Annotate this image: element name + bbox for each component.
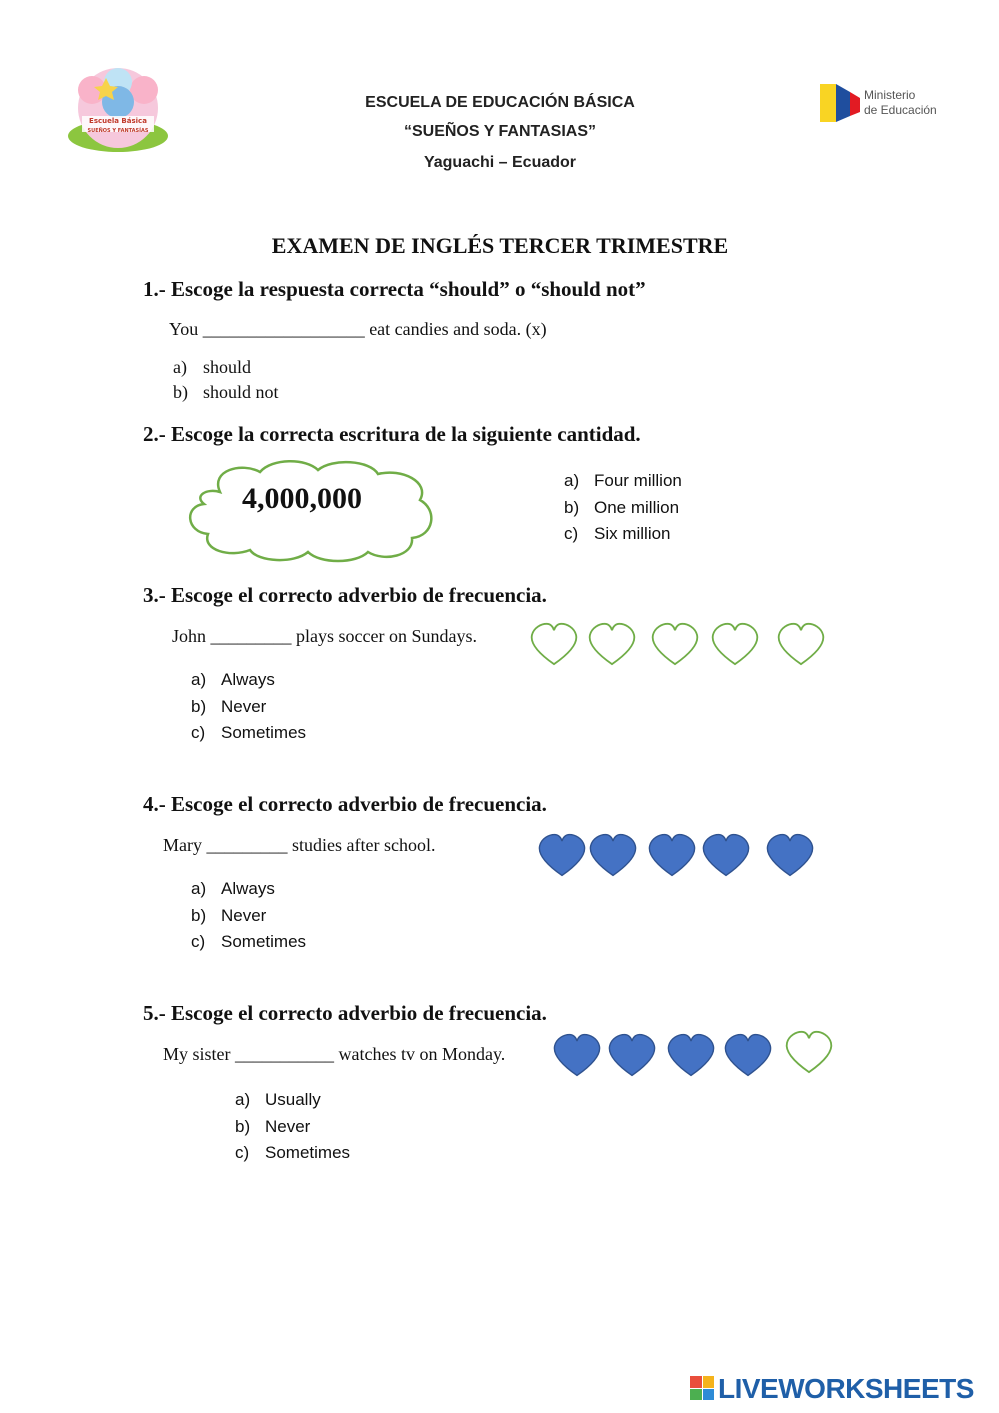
question-3-option-a[interactable] — [191, 670, 306, 697]
option-text: Six million — [594, 524, 671, 543]
question-5-title: 5.- Escoge el correcto adverbio de frecuencia. — [143, 1001, 547, 1025]
heart-filled-icon — [587, 830, 639, 880]
school-logo-subtitle: SUEÑOS Y FANTASÍAS — [87, 128, 149, 134]
question-1-option-a[interactable] — [173, 357, 279, 382]
question-4-sentence: Mary _________ studies after school. — [163, 835, 436, 855]
question-1-title: 1.- Escoge la respuesta correcta “should” o “should not” — [143, 277, 646, 301]
option-text: One million — [594, 497, 680, 517]
question-3-hearts — [0, 622, 999, 670]
heart-outline-icon — [647, 622, 703, 666]
option-letter: c) — [191, 932, 206, 951]
option-letter: b) — [191, 905, 207, 925]
question-1-option-b[interactable] — [173, 382, 279, 407]
option-letter: b) — [235, 1116, 251, 1136]
question-3-title: 3.- Escoge el correcto adverbio de frecuencia. — [143, 583, 547, 607]
question-2-options — [564, 471, 682, 551]
question-1-options — [173, 357, 279, 407]
heart-outline-icon — [773, 622, 829, 666]
option-text: Never — [221, 905, 267, 925]
option-letter: c) — [564, 524, 579, 543]
option-text: Always — [221, 879, 275, 898]
question-3-sentence: John _________ plays soccer on Sundays. — [172, 626, 477, 646]
question-5-options — [235, 1090, 350, 1170]
liveworksheets-badge-icon — [690, 1376, 714, 1400]
school-logo-name: Escuela Básica — [89, 117, 147, 125]
question-2-option-a[interactable] — [564, 471, 682, 498]
option-letter: b) — [173, 382, 188, 402]
ministry-line-1: Ministerio — [864, 88, 916, 102]
question-4-option-c[interactable] — [191, 932, 306, 959]
heart-outline-icon — [707, 622, 763, 666]
question-2-option-c[interactable] — [564, 524, 682, 551]
heart-filled-icon — [722, 1030, 774, 1080]
question-4-options — [191, 879, 306, 959]
question-5-option-a[interactable] — [235, 1090, 350, 1117]
option-text: Sometimes — [221, 723, 307, 742]
option-letter: c) — [191, 723, 206, 742]
liveworksheets-text: LIVEWORKSHEETS — [718, 1373, 974, 1404]
school-name-line-1: ESCUELA DE EDUCACIÓN BÁSICA — [365, 94, 635, 111]
option-letter: a) — [235, 1090, 251, 1109]
question-2-option-b[interactable] — [564, 498, 682, 525]
option-text: Usually — [265, 1090, 321, 1109]
heart-filled-icon — [646, 830, 698, 880]
question-4-title: 4.- Escoge el correcto adverbio de frecuencia. — [143, 792, 547, 816]
ministry-logo — [820, 82, 940, 126]
exam-title: EXAMEN DE INGLÉS TERCER TRIMESTRE — [271, 233, 729, 258]
heart-filled-icon — [606, 1030, 658, 1080]
option-text: Sometimes — [265, 1143, 351, 1162]
option-text: Never — [221, 696, 267, 716]
school-name-line-2: “SUEÑOS Y FANTASIAS” — [403, 123, 597, 140]
option-text: should — [203, 357, 252, 377]
option-letter: a) — [173, 357, 187, 377]
heart-filled-icon — [536, 830, 588, 880]
question-3-option-b[interactable] — [191, 697, 306, 724]
question-1-sentence: You __________________ eat candies and soda. (x) — [169, 319, 547, 339]
heart-filled-icon — [764, 830, 816, 880]
option-letter: a) — [564, 471, 580, 490]
option-text: Four million — [594, 471, 682, 490]
option-letter: c) — [235, 1143, 250, 1162]
school-location: Yaguachi – Ecuador — [423, 154, 577, 171]
heart-outline-icon — [526, 622, 582, 666]
question-3-options — [191, 670, 306, 750]
heart-filled-icon — [700, 830, 752, 880]
question-5-sentence: My sister ___________ watches tv on Monday. — [163, 1044, 506, 1064]
question-3-option-c[interactable] — [191, 723, 306, 750]
cloud-number: 4,000,000 — [242, 482, 362, 515]
ministry-line-2: de Educación — [864, 103, 937, 117]
question-5-option-b[interactable] — [235, 1117, 350, 1144]
heart-filled-icon — [665, 1030, 717, 1080]
option-letter: a) — [191, 670, 207, 689]
option-letter: b) — [191, 696, 207, 716]
liveworksheets-logo — [690, 1373, 990, 1405]
question-4-option-b[interactable] — [191, 906, 306, 933]
heart-outline-icon — [584, 622, 640, 666]
question-5-hearts — [0, 1030, 999, 1082]
option-text: Sometimes — [221, 932, 307, 951]
question-5-option-c[interactable] — [235, 1143, 350, 1170]
option-text: Always — [221, 670, 275, 689]
option-text: Never — [265, 1116, 311, 1136]
question-4-option-a[interactable] — [191, 879, 306, 906]
option-letter: b) — [564, 497, 580, 517]
heart-outline-icon — [781, 1030, 837, 1074]
number-cloud — [180, 456, 440, 566]
question-4-hearts — [0, 830, 999, 882]
heart-filled-icon — [551, 1030, 603, 1080]
question-2-title: 2.- Escoge la correcta escritura de la siguiente cantidad. — [143, 422, 641, 446]
option-letter: a) — [191, 879, 207, 898]
school-logo — [62, 66, 174, 156]
option-text: should not — [203, 382, 279, 402]
